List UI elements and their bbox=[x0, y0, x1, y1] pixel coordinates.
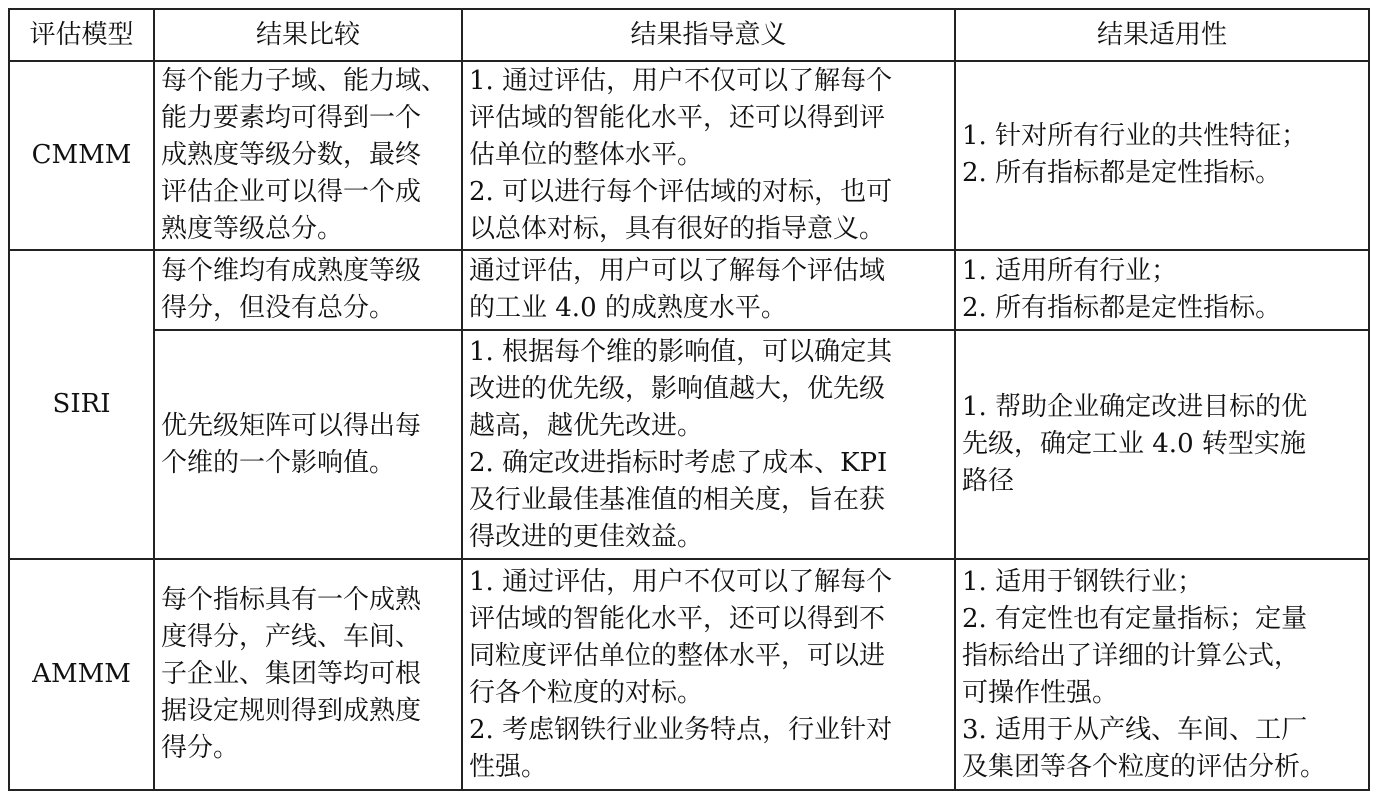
cell-line: 1. 适用所有行业； bbox=[962, 255, 1178, 286]
header-guidance: 结果指导意义 bbox=[462, 9, 955, 61]
cell-line: 每个能力子域、能力域、 bbox=[161, 65, 448, 96]
cell-line: 评估域的智能化水平，还可以得到不 bbox=[469, 603, 886, 634]
cell-line: 2. 有定性也有定量指标；定量 bbox=[962, 603, 1308, 634]
cell-line: 以总体对标，具有很好的指导意义。 bbox=[469, 213, 886, 244]
model-name: AMMM bbox=[9, 559, 154, 790]
cell-line: 2. 确定改进指标时考虑了成本、KPI bbox=[469, 447, 888, 478]
comparison-cell bbox=[154, 61, 462, 250]
cell-line: 路径 bbox=[962, 466, 1015, 497]
cell-line: 得分。 bbox=[161, 733, 240, 764]
table-row bbox=[9, 330, 1369, 559]
header-model: 评估模型 bbox=[9, 9, 154, 61]
table-row bbox=[9, 250, 1369, 330]
model-name: CMMM bbox=[9, 61, 154, 250]
cell-line: 可操作性强。 bbox=[962, 677, 1119, 708]
guidance-cell bbox=[462, 559, 955, 790]
header-row bbox=[9, 9, 1369, 61]
model-name: SIRI bbox=[9, 250, 154, 559]
cell-line: 1. 帮助企业确定改进目标的优 bbox=[962, 392, 1308, 423]
applicability-cell bbox=[955, 61, 1369, 250]
cell-line: 改进的优先级，影响值越大，优先级 bbox=[469, 373, 886, 404]
cell-line: 每个维均有成熟度等级 bbox=[161, 255, 422, 286]
applicability-cell bbox=[955, 559, 1369, 790]
cell-line: 1. 通过评估，用户不仅可以了解每个 bbox=[469, 566, 893, 597]
header-applicability: 结果适用性 bbox=[955, 9, 1369, 61]
cell-line: 2. 可以进行每个评估域的对标，也可 bbox=[469, 176, 893, 207]
applicability-cell bbox=[955, 250, 1369, 330]
cell-line: 指标给出了详细的计算公式， bbox=[962, 640, 1301, 671]
cell-line: 据设定规则得到成熟度 bbox=[161, 696, 422, 727]
cell-line: 越高，越优先改进。 bbox=[469, 410, 704, 441]
guidance-cell bbox=[462, 330, 955, 559]
model-comparison-table bbox=[8, 8, 1370, 791]
cell-line: 3. 适用于从产线、车间、工厂 bbox=[962, 714, 1308, 745]
table-row bbox=[9, 559, 1369, 790]
cell-line: 估单位的整体水平。 bbox=[469, 139, 704, 170]
cell-line: 评估企业可以得一个成 bbox=[161, 176, 422, 207]
guidance-cell bbox=[462, 61, 955, 250]
applicability-cell bbox=[955, 330, 1369, 559]
table-row bbox=[9, 61, 1369, 250]
cell-line: 熟度等级总分。 bbox=[161, 213, 344, 244]
guidance-cell bbox=[462, 250, 955, 330]
cell-line: 个维的一个影响值。 bbox=[161, 447, 396, 478]
cell-line: 得改进的更佳效益。 bbox=[469, 521, 704, 552]
cell-line: 同粒度评估单位的整体水平，可以进 bbox=[469, 640, 886, 671]
cell-line: 子企业、集团等均可根 bbox=[161, 659, 422, 690]
cell-line: 度得分，产线、车间、 bbox=[161, 622, 422, 653]
cell-line: 得分，但没有总分。 bbox=[161, 292, 396, 323]
cell-line: 通过评估，用户可以了解每个评估域 bbox=[469, 255, 886, 286]
cell-line: 2. 考虑钢铁行业业务特点，行业针对 bbox=[469, 714, 893, 745]
comparison-cell bbox=[154, 250, 462, 330]
cell-line: 1. 适用于钢铁行业； bbox=[962, 566, 1204, 597]
cell-line: 每个指标具有一个成熟 bbox=[161, 585, 422, 616]
cell-line: 评估域的智能化水平，还可以得到评 bbox=[469, 102, 886, 133]
cell-line: 优先级矩阵可以得出每 bbox=[161, 410, 422, 441]
cell-line: 行各个粒度的对标。 bbox=[469, 677, 704, 708]
header-comparison: 结果比较 bbox=[154, 9, 462, 61]
cell-line: 1. 针对所有行业的共性特征； bbox=[962, 121, 1308, 152]
cell-line: 性强。 bbox=[469, 751, 548, 782]
cell-line: 的工业 4.0 的成熟度水平。 bbox=[469, 292, 787, 323]
cell-line: 1. 根据每个维的影响值，可以确定其 bbox=[469, 336, 893, 367]
cell-line: 2. 所有指标都是定性指标。 bbox=[962, 158, 1282, 189]
cell-line: 及行业最佳基准值的相关度，旨在获 bbox=[469, 484, 886, 515]
comparison-cell bbox=[154, 330, 462, 559]
comparison-cell bbox=[154, 559, 462, 790]
cell-line: 能力要素均可得到一个 bbox=[161, 102, 422, 133]
cell-line: 先级，确定工业 4.0 转型实施 bbox=[962, 429, 1306, 460]
cell-line: 2. 所有指标都是定性指标。 bbox=[962, 292, 1282, 323]
cell-line: 1. 通过评估，用户不仅可以了解每个 bbox=[469, 65, 893, 96]
cell-line: 成熟度等级分数，最终 bbox=[161, 139, 422, 170]
cell-line: 及集团等各个粒度的评估分析。 bbox=[962, 751, 1327, 782]
